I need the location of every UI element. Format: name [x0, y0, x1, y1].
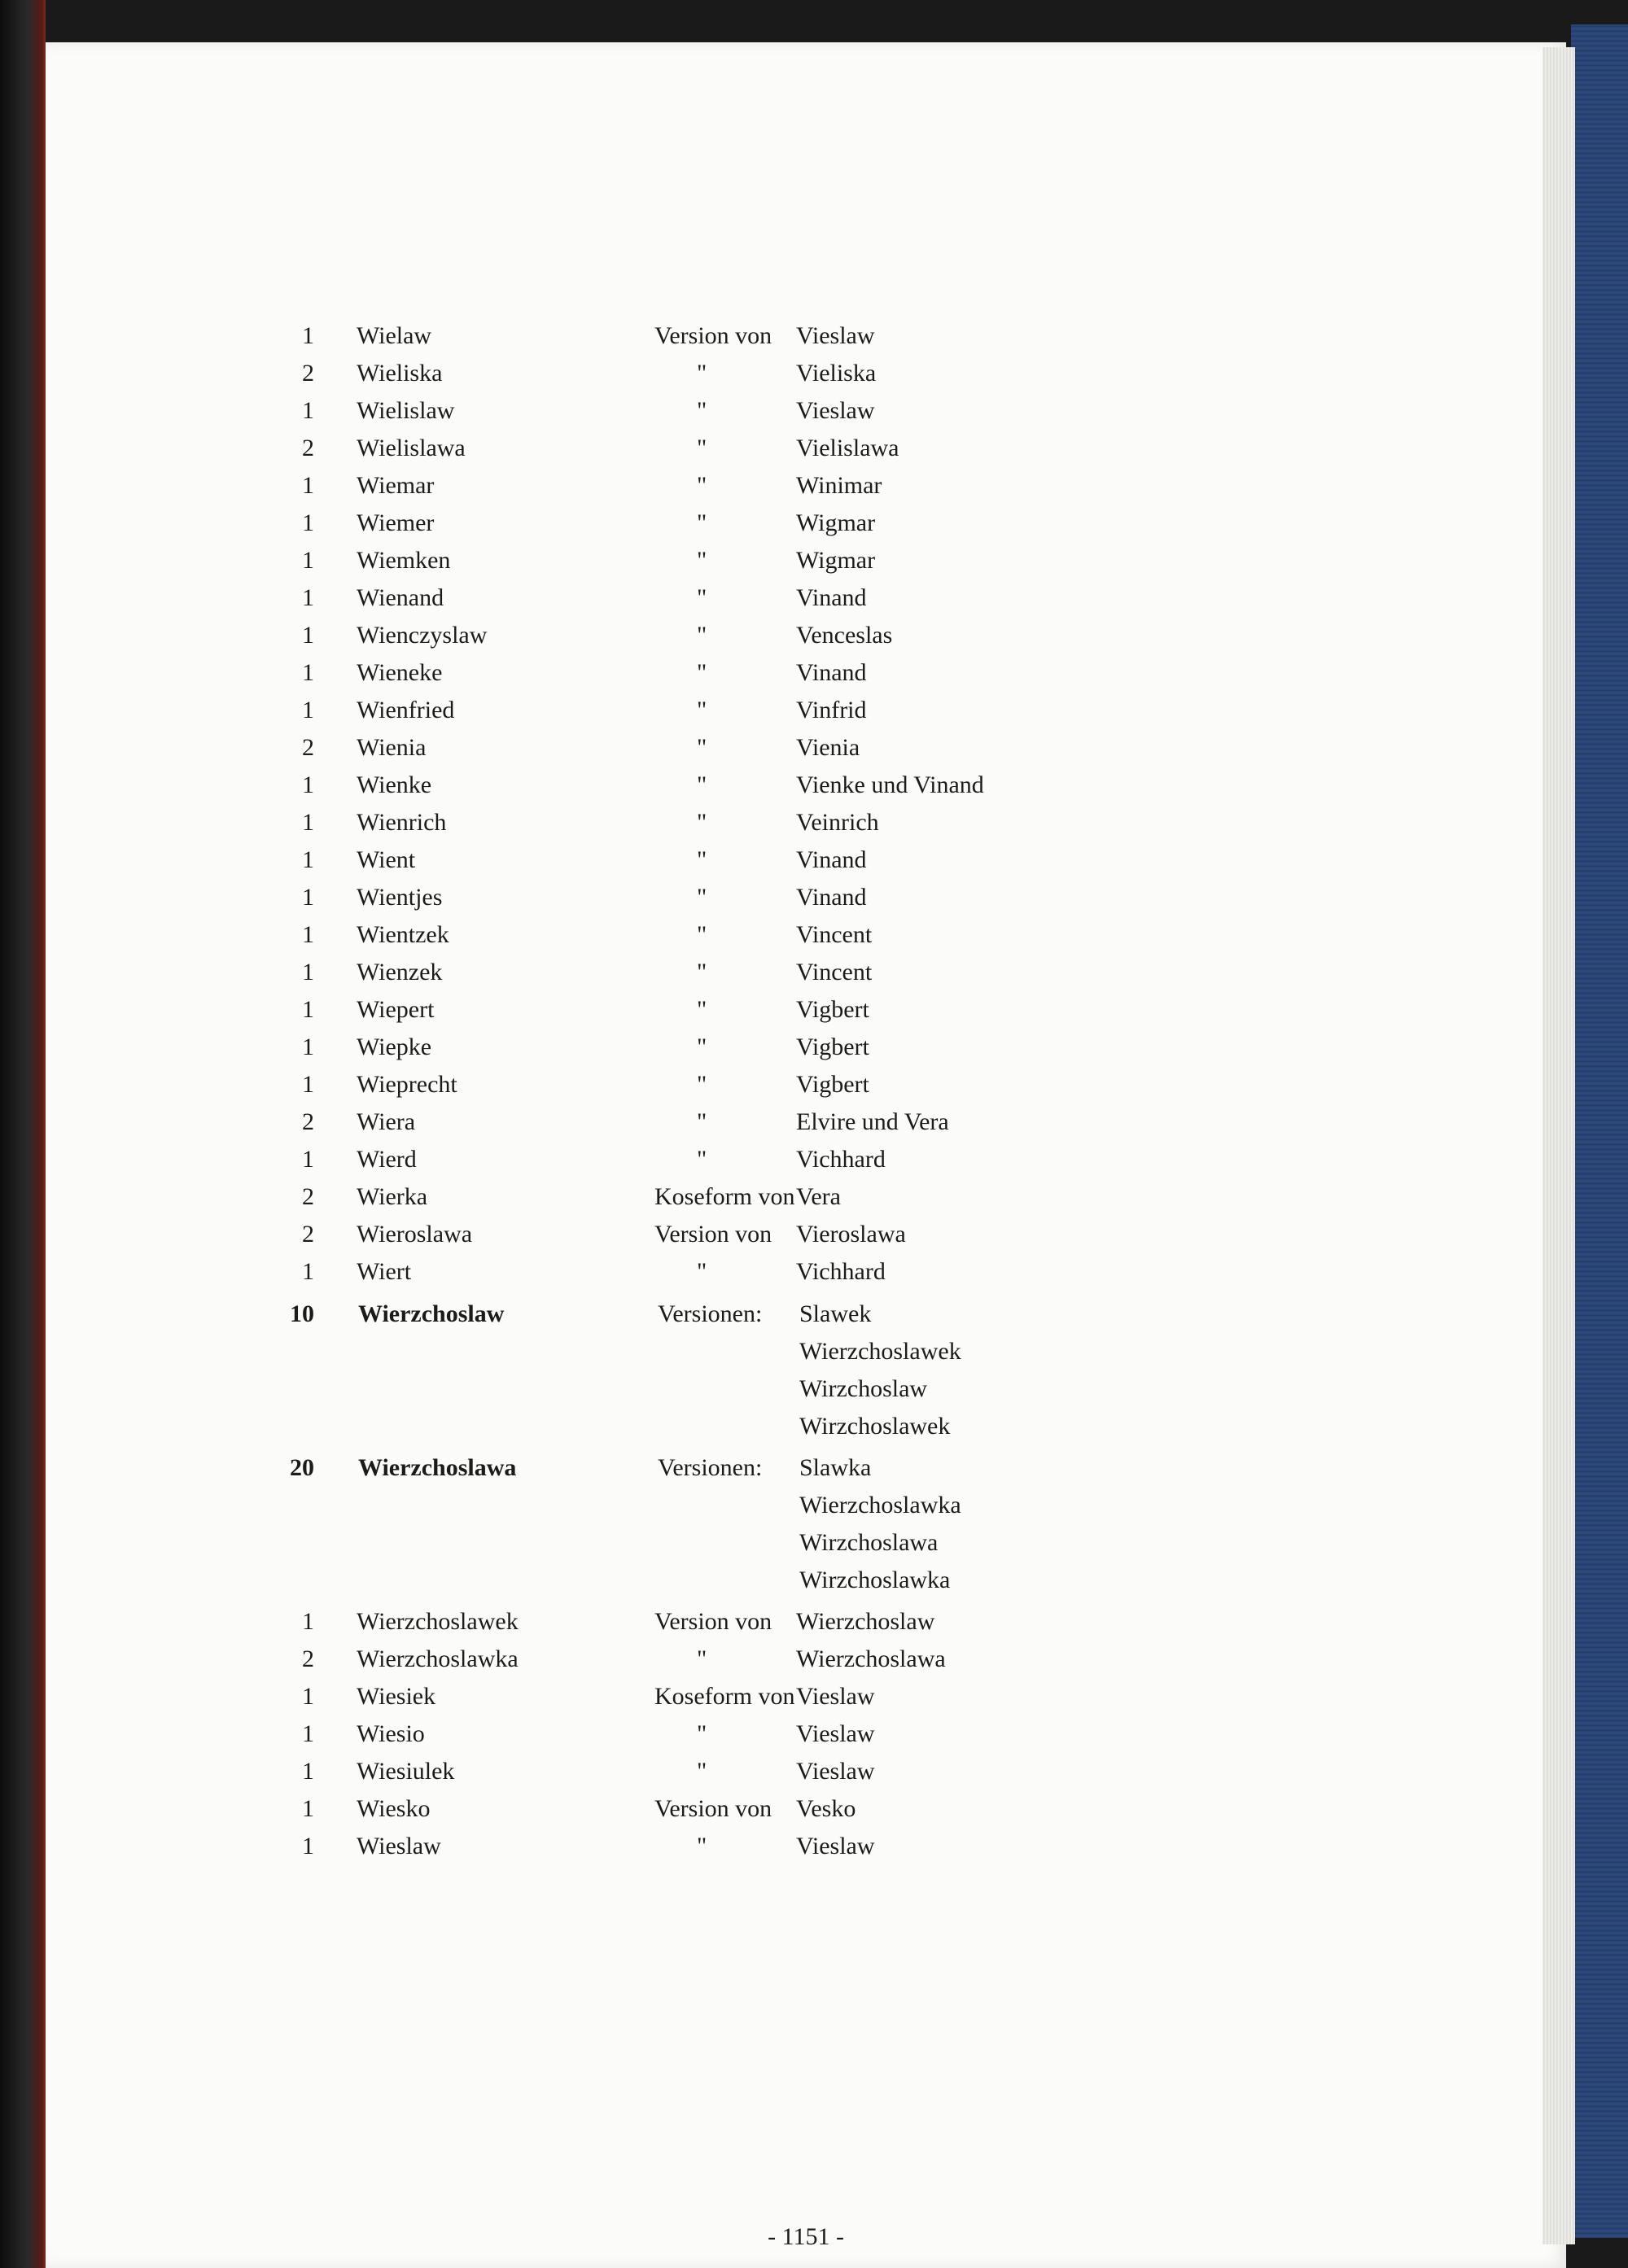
entry-reference: Vincent — [796, 921, 873, 948]
ditto-mark: " — [697, 771, 707, 798]
entry-name: Wierzchoslaw — [358, 1300, 505, 1327]
entry-row — [46, 1253, 1566, 1291]
entry-reference: Vinand — [796, 884, 867, 911]
ditto-mark: " — [697, 1645, 707, 1672]
entry-reference: Veinrich — [796, 809, 879, 836]
entry-name: Wiemken — [357, 547, 451, 574]
entry-count: 1 — [302, 472, 314, 499]
entry-reference: Winimar — [796, 472, 882, 499]
entry-row — [46, 1141, 1566, 1178]
entry-name: Wienczyslaw — [357, 622, 488, 649]
entry-reference: Wirzchoslawka — [799, 1567, 951, 1594]
group-row — [46, 1562, 1566, 1599]
entry-name: Wienzek — [357, 959, 443, 985]
ditto-mark: " — [697, 360, 707, 387]
entry-name: Wieslaw — [357, 1832, 441, 1859]
ditto-mark: " — [697, 435, 707, 461]
page-edges — [1543, 47, 1575, 2244]
entry-row — [46, 467, 1566, 505]
entry-name: Wieliska — [357, 360, 443, 387]
entry-reference: Vigbert — [796, 1071, 869, 1098]
entry-name: Wierzchoslawa — [358, 1454, 517, 1482]
entry-reference: Wierzchoslawek — [799, 1337, 961, 1365]
entry-row — [46, 1641, 1566, 1678]
entry-count: 1 — [302, 1258, 314, 1285]
entry-reference: Vieliska — [796, 360, 877, 387]
ditto-mark: " — [697, 697, 707, 723]
entry-count: 1 — [302, 697, 314, 723]
entry-row — [46, 1603, 1566, 1641]
entry-row — [46, 1828, 1566, 1865]
entry-count: 1 — [302, 584, 314, 611]
entry-name: Wierzchoslawek — [357, 1607, 519, 1635]
entry-reference: Wierzchoslawa — [796, 1645, 946, 1672]
entry-count: 1 — [302, 509, 314, 536]
entry-name: Wielislawa — [357, 435, 466, 461]
entry-count: 2 — [302, 734, 314, 761]
entry-count: 1 — [302, 1146, 314, 1173]
entry-row — [46, 916, 1566, 954]
ditto-mark: " — [697, 509, 707, 536]
entry-row — [46, 1715, 1566, 1753]
entry-name: Wiert — [357, 1258, 412, 1285]
ditto-mark: " — [697, 884, 707, 911]
entry-row — [46, 1790, 1566, 1828]
entry-relation: Version von — [654, 1794, 772, 1822]
entry-reference: Vieslaw — [796, 397, 875, 424]
entry-count: 1 — [302, 771, 314, 798]
entry-count: 2 — [302, 1645, 314, 1672]
entry-row — [46, 654, 1566, 692]
entry-count: 1 — [302, 547, 314, 574]
entry-row — [46, 1178, 1566, 1216]
entry-count: 1 — [302, 846, 314, 873]
ditto-mark: " — [697, 809, 707, 836]
ditto-mark: " — [697, 734, 707, 761]
entry-row — [46, 579, 1566, 617]
entry-reference: Vichhard — [796, 1258, 886, 1285]
entry-relation: Version von — [654, 1221, 772, 1248]
entry-name: Wientjes — [357, 884, 443, 911]
group-row — [46, 1449, 1566, 1487]
ditto-mark: " — [697, 1033, 707, 1060]
entry-name: Wientzek — [357, 921, 449, 948]
entry-count: 2 — [302, 1108, 314, 1135]
ditto-mark: " — [697, 1071, 707, 1098]
group-row — [46, 1296, 1566, 1333]
entry-count: 1 — [302, 921, 314, 948]
entry-reference: Elvire und Vera — [796, 1108, 949, 1135]
ditto-mark: " — [697, 1146, 707, 1173]
entry-name: Wielaw — [357, 322, 432, 349]
group-row — [46, 1408, 1566, 1445]
entry-row — [46, 617, 1566, 654]
entry-count: 1 — [302, 996, 314, 1023]
entry-name: Wiepke — [357, 1033, 432, 1060]
entry-name: Wienand — [357, 584, 444, 611]
page-number: - 1151 - — [768, 2223, 844, 2250]
entry-reference: Vieroslawa — [796, 1221, 906, 1248]
entry-name: Wiemer — [357, 509, 435, 536]
entry-count: 1 — [302, 1794, 314, 1822]
entry-count: 20 — [290, 1454, 314, 1482]
ditto-mark: " — [697, 584, 707, 611]
entry-reference: Vieslaw — [796, 1757, 875, 1785]
entry-reference: Vigbert — [796, 1033, 869, 1060]
entry-count: 1 — [302, 322, 314, 349]
ditto-mark: " — [697, 397, 707, 424]
ditto-mark: " — [697, 547, 707, 574]
entry-row — [46, 1216, 1566, 1253]
entry-count: 2 — [302, 1221, 314, 1248]
entry-reference: Wigmar — [796, 509, 876, 536]
entry-name: Wienia — [357, 734, 427, 761]
entry-relation: Koseform von — [654, 1682, 795, 1710]
book-binding-left — [0, 0, 46, 2268]
group-row — [46, 1370, 1566, 1408]
entry-count: 1 — [302, 397, 314, 424]
entry-row — [46, 991, 1566, 1029]
entry-reference: Vielislawa — [796, 435, 899, 461]
entry-row — [46, 729, 1566, 767]
entry-relation: Version von — [654, 322, 772, 349]
entry-row — [46, 392, 1566, 430]
ditto-mark: " — [697, 1720, 707, 1747]
entry-relation: Koseform von — [654, 1183, 795, 1210]
ditto-mark: " — [697, 472, 707, 499]
entry-row — [46, 542, 1566, 579]
entry-name: Wienrich — [357, 809, 447, 836]
entry-count: 1 — [302, 1832, 314, 1859]
ditto-mark: " — [697, 659, 707, 686]
book-cover-right — [1571, 24, 1628, 2238]
entry-name: Wieprecht — [357, 1071, 457, 1098]
entry-count: 10 — [290, 1300, 314, 1327]
entry-count: 1 — [302, 884, 314, 911]
entry-count: 2 — [302, 360, 314, 387]
entry-reference: Vesko — [796, 1794, 856, 1822]
entry-name: Wienfried — [357, 697, 455, 723]
entry-count: 1 — [302, 1071, 314, 1098]
entry-name: Wiesio — [357, 1720, 425, 1747]
entry-count: 2 — [302, 435, 314, 461]
ditto-mark: " — [697, 622, 707, 649]
ditto-mark: " — [697, 996, 707, 1023]
ditto-mark: " — [697, 1757, 707, 1785]
entry-count: 1 — [302, 809, 314, 836]
entry-reference: Venceslas — [796, 622, 893, 649]
entry-reference: Vieslaw — [796, 1832, 875, 1859]
ditto-mark: " — [697, 1832, 707, 1859]
entry-reference: Wigmar — [796, 547, 876, 574]
entry-count: 1 — [302, 1607, 314, 1635]
entry-reference: Wirzchoslawek — [799, 1412, 951, 1440]
entry-reference: Vieslaw — [796, 322, 875, 349]
entry-reference: Vinfrid — [796, 697, 867, 723]
entry-reference: Vigbert — [796, 996, 869, 1023]
entry-name: Wierd — [357, 1146, 417, 1173]
entry-name: Wieneke — [357, 659, 443, 686]
entry-count: 2 — [302, 1183, 314, 1210]
group-row — [46, 1487, 1566, 1524]
entry-count: 1 — [302, 1720, 314, 1747]
entry-row — [46, 1103, 1566, 1141]
entry-reference: Vincent — [796, 959, 873, 985]
entry-row — [46, 355, 1566, 392]
entry-row — [46, 804, 1566, 841]
ditto-mark: " — [697, 959, 707, 985]
entry-reference: Vinand — [796, 846, 867, 873]
entry-row — [46, 879, 1566, 916]
entry-name: Wiepert — [357, 996, 435, 1023]
entry-name: Wierka — [357, 1183, 428, 1210]
entry-name: Wient — [357, 846, 416, 873]
entry-reference: Vichhard — [796, 1146, 886, 1173]
entry-relation: Versionen: — [658, 1300, 763, 1327]
entry-row — [46, 1029, 1566, 1066]
entry-reference: Wirzchoslaw — [799, 1374, 928, 1402]
entry-reference: Slawek — [799, 1300, 872, 1327]
entry-count: 1 — [302, 622, 314, 649]
entry-reference: Slawka — [799, 1454, 872, 1482]
ditto-mark: " — [697, 846, 707, 873]
entry-reference: Vinand — [796, 584, 867, 611]
entry-count: 1 — [302, 1757, 314, 1785]
entry-relation: Versionen: — [658, 1454, 763, 1482]
entry-count: 1 — [302, 659, 314, 686]
entry-relation: Version von — [654, 1607, 772, 1635]
entry-row — [46, 1678, 1566, 1715]
entry-name: Wiera — [357, 1108, 416, 1135]
entry-reference: Wierzchoslawka — [799, 1492, 961, 1519]
entry-row — [46, 430, 1566, 467]
entry-row — [46, 1066, 1566, 1103]
entry-row — [46, 767, 1566, 804]
entry-row — [46, 1753, 1566, 1790]
entry-reference: Vieslaw — [796, 1682, 875, 1710]
entry-row — [46, 317, 1566, 355]
entry-name: Wienke — [357, 771, 432, 798]
entry-row — [46, 954, 1566, 991]
group-row — [46, 1333, 1566, 1370]
entry-row — [46, 692, 1566, 729]
entry-name: Wiesiulek — [357, 1757, 455, 1785]
entry-row — [46, 841, 1566, 879]
entry-name: Wiesiek — [357, 1682, 436, 1710]
book-page — [46, 42, 1566, 2268]
entry-reference: Vieslaw — [796, 1720, 875, 1747]
entry-count: 1 — [302, 1682, 314, 1710]
entry-name: Wielislaw — [357, 397, 455, 424]
entry-reference: Vinand — [796, 659, 867, 686]
entry-reference: Vienke und Vinand — [796, 771, 984, 798]
entry-name: Wieroslawa — [357, 1221, 473, 1248]
entry-name: Wiemar — [357, 472, 435, 499]
entry-reference: Vienia — [796, 734, 860, 761]
ditto-mark: " — [697, 1258, 707, 1285]
entry-row — [46, 505, 1566, 542]
entry-name: Wiesko — [357, 1794, 431, 1822]
entry-reference: Wirzchoslawa — [799, 1529, 939, 1557]
ditto-mark: " — [697, 1108, 707, 1135]
entry-reference: Vera — [796, 1183, 841, 1210]
ditto-mark: " — [697, 921, 707, 948]
entry-count: 1 — [302, 1033, 314, 1060]
entry-reference: Wierzchoslaw — [796, 1607, 935, 1635]
entry-name: Wierzchoslawka — [357, 1645, 519, 1672]
entry-count: 1 — [302, 959, 314, 985]
group-row — [46, 1524, 1566, 1562]
